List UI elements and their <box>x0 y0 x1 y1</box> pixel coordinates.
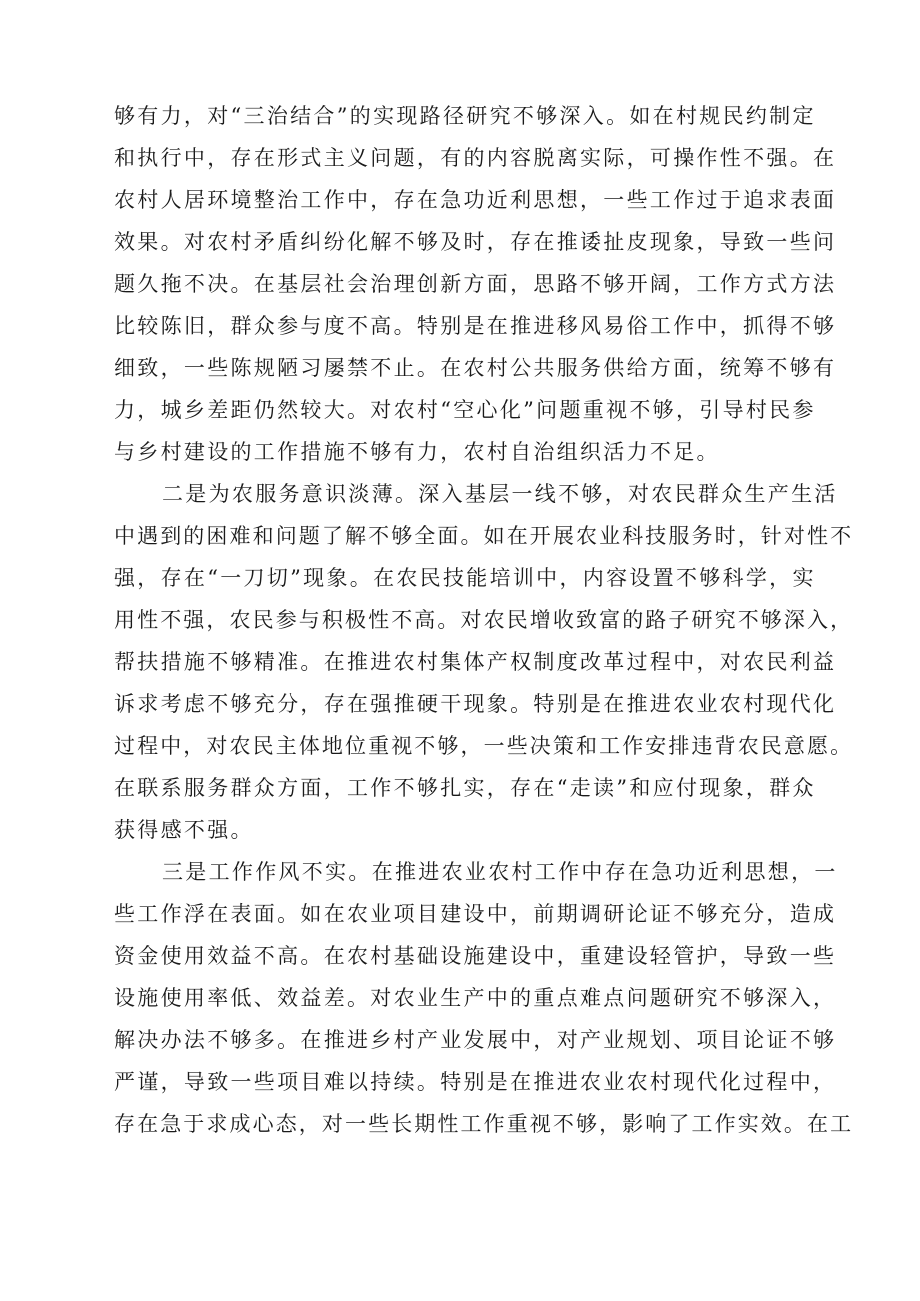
text-line: 够有力，对“三治结合”的实现路径研究不够深入。如在村规民约制定 <box>114 104 816 128</box>
text-line: 细致，一些陈规陋习屡禁不止。在农村公共服务供给方面，统筹不够有 <box>114 356 837 380</box>
text-line: 在联系服务群众方面，工作不够扎实，存在“走读”和应付现象，群众 <box>114 776 816 800</box>
text-line: 和执行中，存在形式主义问题，有的内容脱离实际，可操作性不强。在 <box>114 146 837 170</box>
text-line: 过程中，对农民主体地位重视不够，一些决策和工作安排违背农民意愿。 <box>114 734 854 758</box>
text-line: 些工作浮在表面。如在农业项目建设中，前期调研论证不够充分，造成 <box>114 902 837 926</box>
text-line: 效果。对农村矛盾纠纷化解不够及时，存在推诿扯皮现象，导致一些问 <box>114 230 837 254</box>
paragraph-start-line: 二是为农服务意识淡薄。深入基层一线不够，对农民群众生产生活 <box>162 482 838 506</box>
text-line: 强，存在“一刀切”现象。在农民技能培训中，内容设置不够科学，实 <box>114 566 816 590</box>
text-line: 帮扶措施不够精准。在推进农村集体产权制度改革过程中，对农民利益 <box>114 650 837 674</box>
body-text <box>114 95 854 1145</box>
text-line: 存在急于求成心态，对一些长期性工作重视不够，影响了工作实效。在工 <box>114 1112 854 1136</box>
text-line: 获得感不强。 <box>114 818 254 842</box>
text-line: 解决办法不够多。在推进乡村产业发展中，对产业规划、项目论证不够 <box>114 1028 837 1052</box>
text-line: 用性不强，农民参与积极性不高。对农民增收致富的路子研究不够深入， <box>114 608 854 632</box>
text-line: 严谨，导致一些项目难以持续。特别是在推进农业农村现代化过程中， <box>114 1070 837 1094</box>
text-line: 中遇到的困难和问题了解不够全面。如在开展农业科技服务时，针对性不 <box>114 524 854 548</box>
paragraph-start-line: 三是工作作风不实。在推进农业农村工作中存在急功近利思想，一 <box>162 860 838 884</box>
text-line: 设施使用率低、效益差。对农业生产中的重点难点问题研究不够深入， <box>114 986 837 1010</box>
text-line: 比较陈旧，群众参与度不高。特别是在推进移风易俗工作中，抓得不够 <box>114 314 837 338</box>
text-line: 诉求考虑不够充分，存在强推硬干现象。特别是在推进农业农村现代化 <box>114 692 837 716</box>
text-line: 农村人居环境整治工作中，存在急功近利思想，一些工作过于追求表面 <box>114 188 837 212</box>
text-line: 资金使用效益不高。在农村基础设施建设中，重建设轻管护，导致一些 <box>114 944 837 968</box>
text-line: 力，城乡差距仍然较大。对农村“空心化”问题重视不够，引导村民参 <box>114 398 816 422</box>
text-line: 题久拖不决。在基层社会治理创新方面，思路不够开阔，工作方式方法 <box>114 272 837 296</box>
text-line: 与乡村建设的工作措施不够有力，农村自治组织活力不足。 <box>114 440 720 464</box>
